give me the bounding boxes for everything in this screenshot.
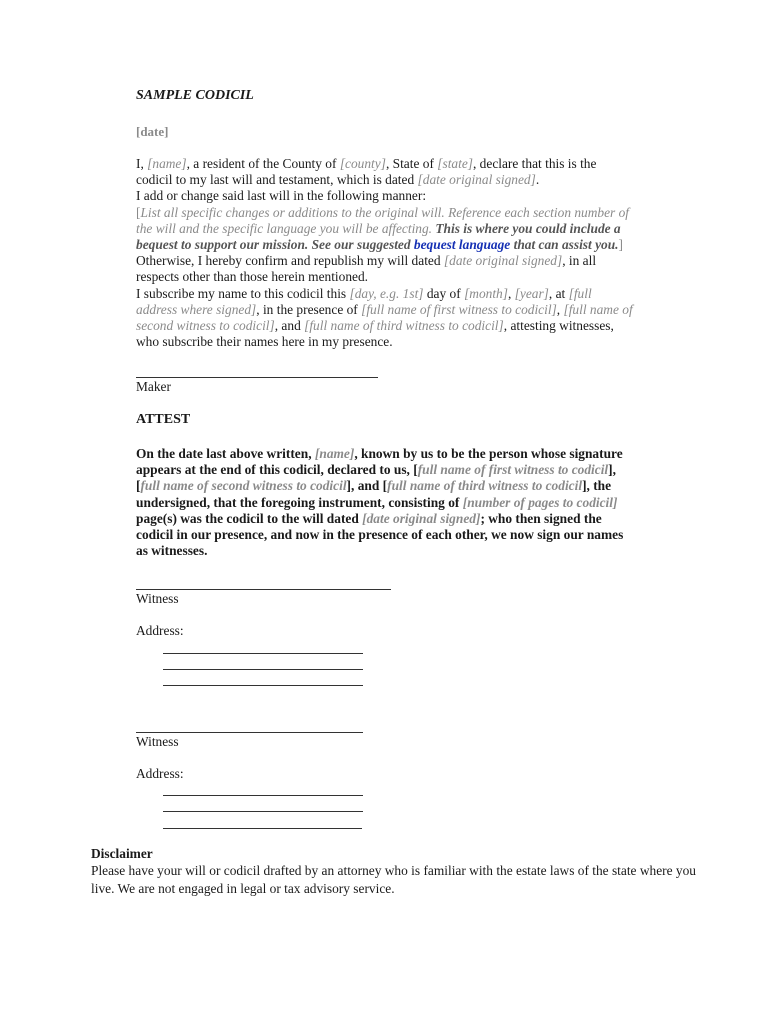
placeholder-date-original-signed: [date original signed]	[417, 172, 536, 188]
bequest-note: This is where you could include a bequest to support our mission. See our suggested	[136, 220, 621, 253]
witness-2-address-line-3[interactable]	[163, 828, 362, 829]
placeholder-changes: List all specific changes or additions to the original will. Reference each section number of the will and the specific language you will be affecting.	[136, 204, 630, 236]
placeholder-witness-2: full name of second witness to codicil	[140, 478, 347, 494]
placeholder-state: [state]	[437, 156, 473, 171]
placeholder-witness-3: [full name of third witness to codicil]	[304, 318, 504, 334]
maker-label: Maker	[136, 379, 171, 394]
maker-signature-line[interactable]	[136, 377, 378, 378]
placeholder-name: [name]	[147, 156, 187, 171]
placeholder-witness-1: full name of first witness to codicil	[417, 462, 609, 478]
disclaimer-text: Please have your will or codicil drafted by an attorney who is familiar with the estate laws of the state where you live. We are not engaged in legal or tax advisory service.	[91, 863, 696, 896]
document-title: SAMPLE CODICIL	[136, 88, 254, 103]
witness-2-address-label: Address:	[136, 766, 184, 781]
placeholder-date-original-signed: [date original signed]	[362, 510, 481, 526]
attest-paragraph: On the date last above written, [name], known by us to be the person whose signature appears at the end of this codicil, declared to us, [full name of first witness to codicil], [full name of second witness to codicil], and [full name of third witness to codicil], the undersigned, that the foregoing instrument, consisting of [number of pages to codicil] page(s) was the codicil to the will dated [date original signed]; who then signed the codicil in our presence, and now in the presence of each other, we now sign our names as witnesses.	[136, 446, 624, 559]
witness-2-label: Witness	[136, 734, 179, 749]
witness-1-address-line-2[interactable]	[163, 669, 363, 670]
witness-1-address-line-1[interactable]	[163, 653, 363, 654]
placeholder-month: [month]	[464, 285, 508, 301]
placeholder-witness-1: [full name of first witness to codicil]	[361, 301, 557, 317]
paragraph-changes: I add or change said last will in the following manner: [List all specific changes or additions to the original will. Reference each section number of the will and the specific language you will be affecting. This is where you could include a bequest to support our mission. See our suggested bequest language that can assist you.]	[136, 188, 630, 253]
codicil-body	[136, 156, 636, 350]
attest-heading: ATTEST	[136, 412, 191, 427]
placeholder-day: [day, e.g. 1st]	[349, 285, 424, 301]
paragraph-subscribe: I subscribe my name to this codicil this [day, e.g. 1st] day of [month], [year], at [full address where signed], in the presence of [full name of first witness to codicil], [full name of second witness to codicil], and [full name of third witness to codicil], attesting witnesses, who subscribe their names here in my presence.	[136, 285, 633, 350]
placeholder-year: [year]	[514, 285, 549, 301]
placeholder-witness-2: [full name of second witness to codicil]	[136, 301, 633, 334]
witness-1-address-line-3[interactable]	[163, 685, 363, 686]
placeholder-witness-3: full name of third witness to codicil	[387, 478, 583, 494]
witness-2-signature-line[interactable]	[136, 732, 363, 733]
witness-1-signature-line[interactable]	[136, 589, 391, 590]
disclaimer-heading: Disclaimer	[91, 846, 153, 861]
witness-2-address-line-2[interactable]	[163, 811, 363, 812]
placeholder-pages: [number of pages to codicil]	[462, 494, 618, 510]
paragraph-confirm: Otherwise, I hereby confirm and republish my will dated [date original signed], in all respects other than those herein mentioned.	[136, 253, 597, 285]
date-placeholder: [date]	[136, 124, 169, 139]
placeholder-name: [name]	[314, 446, 355, 461]
paragraph-declaration: I, [name], a resident of the County of [county], State of [state], declare that this is the codicil to my last will and testament, which is dated [date original signed].	[136, 156, 597, 188]
witness-2-address-line-1[interactable]	[163, 795, 363, 796]
witness-1-address-label: Address:	[136, 623, 184, 638]
placeholder-date-original-signed: [date original signed]	[443, 253, 563, 269]
placeholder-county: [county]	[339, 156, 386, 171]
witness-1-label: Witness	[136, 591, 179, 606]
placeholder-address: [full address where signed]	[136, 285, 592, 317]
bequest-language-link[interactable]: bequest language	[413, 237, 511, 253]
